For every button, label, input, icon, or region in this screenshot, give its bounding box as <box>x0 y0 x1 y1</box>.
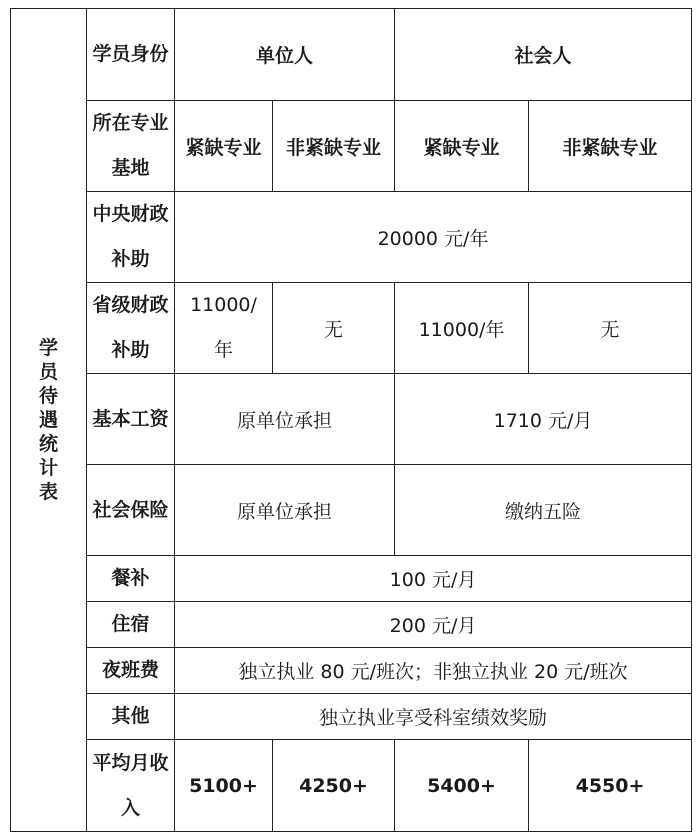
provincial-unit-scarce: 11000/年 <box>175 283 273 374</box>
side-title: 学员待遇统计表 <box>38 337 58 503</box>
row-base <box>11 101 692 192</box>
provincial-social-nonscarce: 无 <box>529 283 692 374</box>
row-other <box>11 694 692 740</box>
label-provincial-subsidy: 省级财政补助 <box>87 283 175 374</box>
label-basic-salary: 基本工资 <box>87 374 175 465</box>
header-social-person: 社会人 <box>395 9 692 101</box>
row-avg-income <box>11 740 692 832</box>
row-lodging <box>11 602 692 648</box>
label-lodging: 住宿 <box>87 602 175 648</box>
row-night-shift <box>11 648 692 694</box>
row-identity <box>11 9 692 101</box>
label-base: 所在专业基地 <box>87 101 175 192</box>
row-basic-salary <box>11 374 692 465</box>
meal-value: 100 元/月 <box>175 556 692 602</box>
header-unit-person: 单位人 <box>175 9 395 101</box>
other-value: 独立执业享受科室绩效奖励 <box>175 694 692 740</box>
provincial-social-scarce: 11000/年 <box>395 283 529 374</box>
label-social-insurance: 社会保险 <box>87 465 175 556</box>
label-central-subsidy: 中央财政补助 <box>87 192 175 283</box>
row-meal <box>11 556 692 602</box>
lodging-value: 200 元/月 <box>175 602 692 648</box>
benefits-table <box>10 8 692 832</box>
base-social-scarce: 紧缺专业 <box>395 101 529 192</box>
basic-salary-unit: 原单位承担 <box>175 374 395 465</box>
label-night-shift: 夜班费 <box>87 648 175 694</box>
label-meal: 餐补 <box>87 556 175 602</box>
label-other: 其他 <box>87 694 175 740</box>
income-unit-nonscarce: 4250+ <box>273 740 395 832</box>
label-identity: 学员身份 <box>87 9 175 101</box>
row-provincial-subsidy <box>11 283 692 374</box>
basic-salary-social: 1710 元/月 <box>395 374 692 465</box>
night-shift-value: 独立执业 80 元/班次；非独立执业 20 元/班次 <box>175 648 692 694</box>
central-subsidy-value: 20000 元/年 <box>175 192 692 283</box>
social-insurance-social: 缴纳五险 <box>395 465 692 556</box>
income-social-nonscarce: 4550+ <box>529 740 692 832</box>
social-insurance-unit: 原单位承担 <box>175 465 395 556</box>
income-social-scarce: 5400+ <box>395 740 529 832</box>
provincial-unit-nonscarce: 无 <box>273 283 395 374</box>
label-avg-income: 平均月收入 <box>87 740 175 832</box>
side-title-cell <box>11 9 87 832</box>
base-unit-scarce: 紧缺专业 <box>175 101 273 192</box>
base-social-nonscarce: 非紧缺专业 <box>529 101 692 192</box>
row-social-insurance <box>11 465 692 556</box>
row-central-subsidy <box>11 192 692 283</box>
base-unit-nonscarce: 非紧缺专业 <box>273 101 395 192</box>
income-unit-scarce: 5100+ <box>175 740 273 832</box>
